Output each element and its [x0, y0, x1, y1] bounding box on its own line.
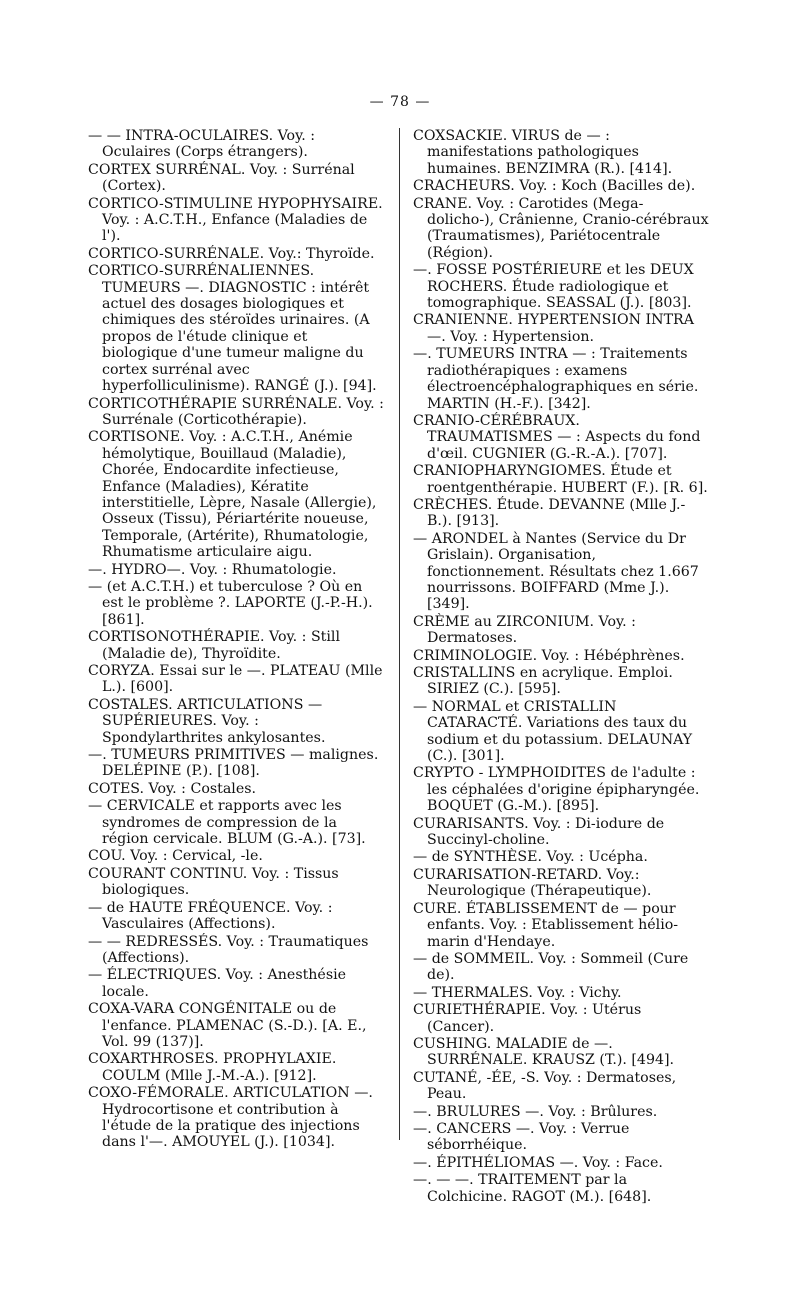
index-entry: CRANE. Voy. : Carotides (Mega-dolicho-), Crânienne, Cranio-cérébraux (Traumatismes), Pariétocentrale (Région). [413, 195, 709, 261]
index-entry: — de HAUTE FRÉQUENCE. Voy. : Vasculaires (Affections). [88, 899, 333, 933]
index-entry: CUSHING. MALADIE de —. SURRÉNALE. KRAUSZ (T.). [494]. [413, 1035, 675, 1069]
index-entry: COU. Voy. : Cervical, -le. [88, 848, 263, 865]
index-entry: CRISTALLINS en acrylique. Emploi. SIRIEZ (C.). [595]. [413, 665, 673, 698]
index-entry: — (et A.C.T.H.) et tuberculose ? Où en est le problème ?. LAPORTE (J.-P.-H.). [861]. [88, 578, 373, 628]
page-number: — 78 — [369, 94, 431, 110]
index-entry: CURIETHÉRAPIE. Voy. : Utérus (Cancer). [413, 1002, 642, 1035]
index-entry: CRANIOPHARYNGIOMES. Étude et roentgenthérapie. HUBERT (F.). [R. 6]. [413, 463, 708, 496]
index-entry: CORTISONOTHÉRAPIE. Voy. : Still (Maladie de), Thyroïdite. [88, 629, 340, 662]
index-entry: — CERVICALE et rapports avec les syndromes de compression de la région cervicale. BLUM (G.-A.). [73]. [88, 798, 366, 848]
index-entry: COURANT CONTINU. Voy. : Tissus biologiques. [88, 865, 339, 899]
index-entry: CRANIENNE. HYPERTENSION INTRA —. Voy. : Hypertension. [413, 312, 694, 345]
index-entry: COSTALES. ARTICULATIONS — SUPÉRIEURES. Voy. : Spondylarthrites ankylosantes. [88, 696, 326, 746]
index-entry: CRACHEURS. Voy. : Koch (Bacilles de). [413, 178, 696, 195]
index-entry: —. CANCERS —. Voy. : Verrue séborrhéique. [413, 1120, 630, 1154]
index-entry: COXA-VARA CONGÉNITALE ou de l'enfance. PLAMENAC (S.-D.). [A. E., Vol. 99 (137)]. [88, 1001, 367, 1050]
index-entry: — de SYNTHÈSE. Voy. : Ucépha. [413, 849, 648, 866]
index-entry: — ÉLECTRIQUES. Voy. : Anesthésie locale. [88, 967, 347, 1000]
index-entry: CORTICO-SURRÉNALIENNES. TUMEURS —. DIAGNOSTIC : intérêt actuel des dosages biologiques et chimiques des stéroïdes urinaires. (A propos de l'étude clinique et biologique d'une tumeur maligne du cortex surrénal avec hyperfolliculinisme). RANGÉ (J.). [94]. [88, 263, 377, 395]
index-entry: CURE. ÉTABLISSEMENT de — pour enfants. Voy. : Etablissement hélio-marin d'Hendaye. [413, 900, 679, 950]
index-entry: CRANIO-CÉRÉBRAUX. TRAUMATISMES — : Aspects du fond d'œil. CUGNIER (G.-R.-A.). [707]. [413, 412, 701, 462]
index-entry: — de SOMMEIL. Voy. : Sommeil (Cure de). [413, 950, 689, 984]
index-entry: CUTANÉ, -ÉE, -S. Voy. : Dermatoses, Peau. [413, 1069, 677, 1103]
index-entry: —. — —. TRAITEMENT par la Colchicine. RAGOT (M.). [648]. [413, 1172, 652, 1205]
index-entry: —. FOSSE POSTÉRIEURE et les DEUX ROCHERS. Étude radiologique et tomographique. SEASSAL (J.). [803]. [413, 262, 694, 312]
index-entry: —. TUMEURS INTRA — : Traitements radiothérapiques : examens électroencéphalographiques en série. MARTIN (H.-F.). [342]. [413, 346, 699, 412]
left-column [88, 128, 384, 1151]
index-entry: — — INTRA-OCULAIRES. Voy. : Oculaires (Corps étrangers). [88, 128, 315, 161]
index-entry: COXARTHROSES. PROPHYLAXIE. COULM (Mlle J.-M.-A.). [912]. [88, 1051, 337, 1084]
index-entry: CRYPTO - LYMPHOIDITES de l'adulte : les céphalées d'origine épipharyngée. BOQUET (G.-M.). [895]. [413, 765, 700, 815]
index-entry: —. ÉPITHÉLIOMAS —. Voy. : Face. [413, 1154, 663, 1171]
index-entry: — NORMAL et CRISTALLIN CATARACTÉ. Variations des taux du sodium et du potassium. DELAUNAY (C.). [301]. [413, 698, 693, 765]
index-entry: CURARISANTS. Voy. : Di-iodure de Succinyl-choline. [413, 815, 665, 849]
index-entry: — — REDRESSÉS. Voy. : Traumatiques (Affections). [88, 933, 369, 966]
index-entry: CURARISATION-RETARD. Voy.: Neurologique (Thérapeutique). [413, 866, 652, 900]
index-entry: — ARONDEL à Nantes (Service du Dr Grislain). Organisation, fonctionnement. Résultats chez 1.667 nourrissons. BOIFFARD (Mme J.). [349]. [413, 530, 699, 613]
index-entry: CORTICO-SURRÉNALE. Voy.: Thyroïde. [88, 245, 375, 262]
index-entry: COXSACKIE. VIRUS de — : manifestations pathologiques humaines. BENZIMRA (R.). [414]. [413, 128, 673, 177]
index-entry: CORTISONE. Voy. : A.C.T.H., Anémie hémolytique, Bouillaud (Maladie), Chorée, Endocardite infectieuse, Enfance (Maladies), Kératite interstitielle, Lèpre, Nasale (Allergie), Osseux (Tissu), Périartérite noueuse, Temporale, (Artérite), Rhumatologie, Rhumatisme articulaire aigu. [88, 429, 377, 561]
index-entry: CORYZA. Essai sur le —. PLATEAU (Mlle L.). [600]. [88, 663, 383, 696]
index-entry: CORTEX SURRÉNAL. Voy. : Surrénal (Cortex). [88, 161, 355, 195]
index-entry: —. BRULURES —. Voy. : Brûlures. [413, 1103, 658, 1120]
index-entry: COTES. Voy. : Costales. [88, 780, 257, 797]
index-entry: CORTICOTHÉRAPIE SURRÉNALE. Voy. : Surrénale (Corticothérapie). [88, 395, 384, 428]
index-entry: —. TUMEURS PRIMITIVES — malignes. DELÉPINE (P.). [108]. [88, 747, 379, 780]
index-entry: CORTICO-STIMULINE HYPOPHYSAIRE. Voy. : A.C.T.H., Enfance (Maladies de l'). [88, 195, 383, 245]
index-entry: CRÈCHES. Étude. DEVANNE (Mlle J.-B.). [913]. [413, 496, 686, 530]
index-entry: COXO-FÉMORALE. ARTICULATION —. Hydrocortisone et contribution à l'étude de la pratique des injections dans l'—. AMOUYEL (J.). [1034]. [88, 1085, 373, 1151]
index-entry: —. HYDRO—. Voy. : Rhumatologie. [88, 561, 337, 578]
index-entry: — THERMALES. Voy. : Vichy. [413, 984, 622, 1001]
index-entry: CRIMINOLOGIE. Voy. : Hébéphrènes. [413, 647, 685, 664]
index-entry: CRÈME au ZIRCONIUM. Voy. : Dermatoses. [413, 613, 636, 647]
right-column [413, 128, 710, 1205]
column-divider [399, 128, 400, 1140]
